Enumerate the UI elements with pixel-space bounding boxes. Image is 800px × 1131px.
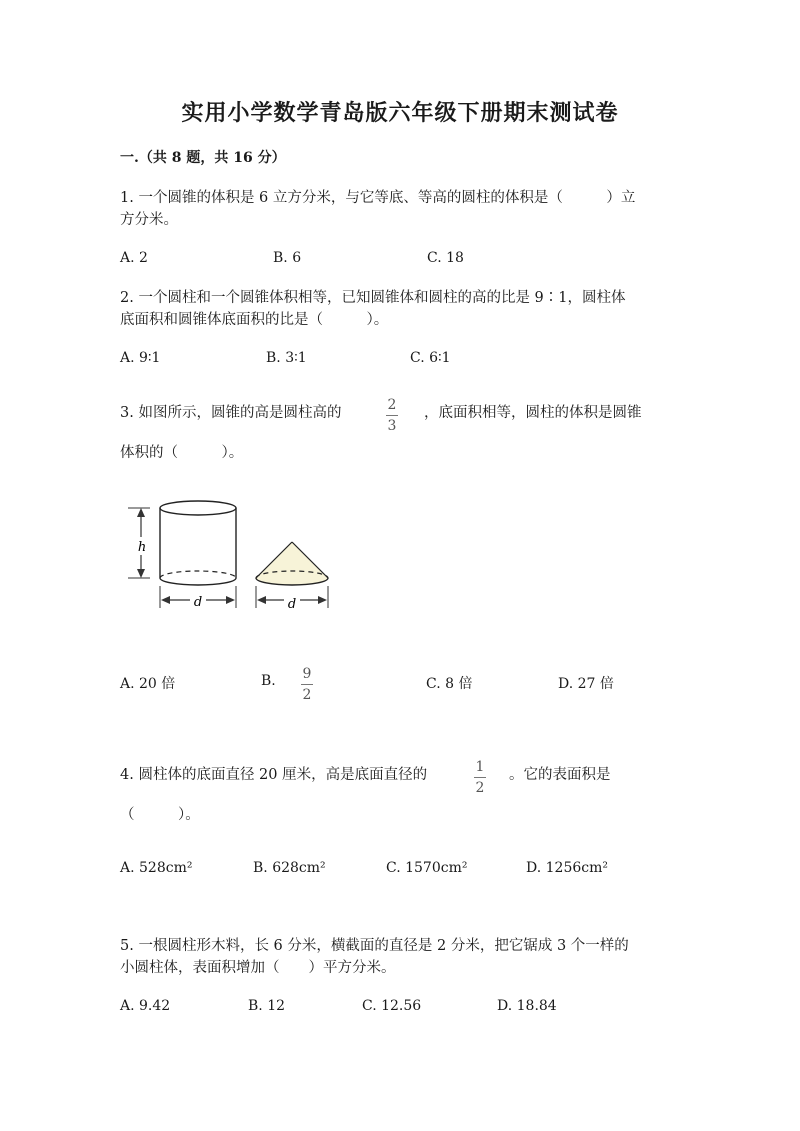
q1-option-c: C. 18: [427, 250, 464, 266]
question-5-line-2: 小圆柱体，表面积增加（ ）平方分米。: [120, 960, 396, 976]
cone-diam-left-head: [257, 596, 266, 604]
fraction-bar: [386, 415, 398, 416]
q5-option-a: A. 9.42: [120, 998, 171, 1014]
q3-option-b-fraction: [301, 667, 313, 702]
q4-fraction: [474, 760, 486, 795]
cylinder-bottom-front: [160, 578, 236, 585]
question-4-line-2: （ ）。: [120, 807, 200, 823]
q3-option-b: B.: [261, 673, 276, 689]
page-title: 实用小学数学青岛版六年级下册期末测试卷: [181, 100, 619, 126]
height-arrow-up-head: [137, 508, 145, 517]
q5-option-c: C. 12.56: [362, 998, 422, 1014]
q3-option-d: D. 27 倍: [558, 676, 614, 692]
question-2-line-2: 底面积和圆锥体底面积的比是（ ）。: [120, 312, 389, 328]
q4-option-d: D. 1256cm²: [526, 860, 608, 876]
cylinder-top: [160, 501, 236, 515]
height-label: h: [137, 540, 147, 555]
cone-base-front: [256, 578, 328, 585]
question-3-text-b: ，底面积相等，圆柱的体积是圆锥: [424, 405, 642, 421]
q3-option-a: A. 20 倍: [120, 676, 176, 692]
question-1-line-2: 方分米。: [120, 212, 178, 228]
question-3-line-2: 体积的（ ）。: [120, 445, 244, 461]
q2-option-a: A. 9∶1: [120, 350, 161, 366]
question-4-text-b: 。它的表面积是: [509, 767, 611, 783]
fraction-bar: [301, 684, 313, 685]
cyl-diam-left-head: [161, 596, 170, 604]
fraction-numerator: 1: [475, 759, 485, 775]
q4-option-a: A. 528cm²: [120, 860, 193, 876]
question-2-line-1: 2. 一个圆柱和一个圆锥体积相等，已知圆锥体和圆柱的高的比是 9∶1，圆柱体: [120, 290, 626, 306]
fraction-denominator: 2: [302, 687, 312, 703]
cylinder-cone-figure: [120, 490, 340, 620]
q5-option-b: B. 12: [248, 998, 286, 1014]
fraction-denominator: 3: [387, 418, 397, 434]
q1-option-a: A. 2: [120, 250, 148, 266]
q5-option-d: D. 18.84: [497, 998, 557, 1014]
fraction-numerator: 2: [387, 397, 397, 413]
question-1-line-1: 1. 一个圆锥的体积是 6 立方分米，与它等底、等高的圆柱的体积是（ ）立: [120, 190, 636, 206]
height-arrow-down-head: [137, 569, 145, 578]
question-4-text-a: 4. 圆柱体的底面直径 20 厘米，高是底面直径的: [120, 767, 428, 783]
cyl-diam-right-head: [226, 596, 235, 604]
question-5-line-1: 5. 一根圆柱形木料，长 6 分米，横截面的直径是 2 分米，把它锯成 3 个一样的: [120, 938, 629, 954]
cone-diameter-label: d: [287, 597, 297, 612]
q3-fraction: [386, 398, 398, 433]
cylinder-diameter-label: d: [193, 595, 203, 610]
question-3-text-a: 3. 如图所示，圆锥的高是圆柱高的: [120, 405, 342, 421]
cylinder-bottom-back: [160, 571, 236, 578]
fraction-denominator: 2: [475, 780, 485, 796]
q4-option-c: C. 1570cm²: [386, 860, 468, 876]
q1-option-b: B. 6: [273, 250, 302, 266]
q2-option-b: B. 3∶1: [266, 350, 307, 366]
q3-option-c: C. 8 倍: [426, 676, 473, 692]
section-heading: 一.（共 8 题，共 16 分）: [120, 150, 286, 166]
q4-option-b: B. 628cm²: [253, 860, 326, 876]
fraction-numerator: 9: [302, 666, 312, 682]
q2-option-c: C. 6∶1: [410, 350, 451, 366]
fraction-bar: [474, 777, 486, 778]
cone-diam-right-head: [318, 596, 327, 604]
